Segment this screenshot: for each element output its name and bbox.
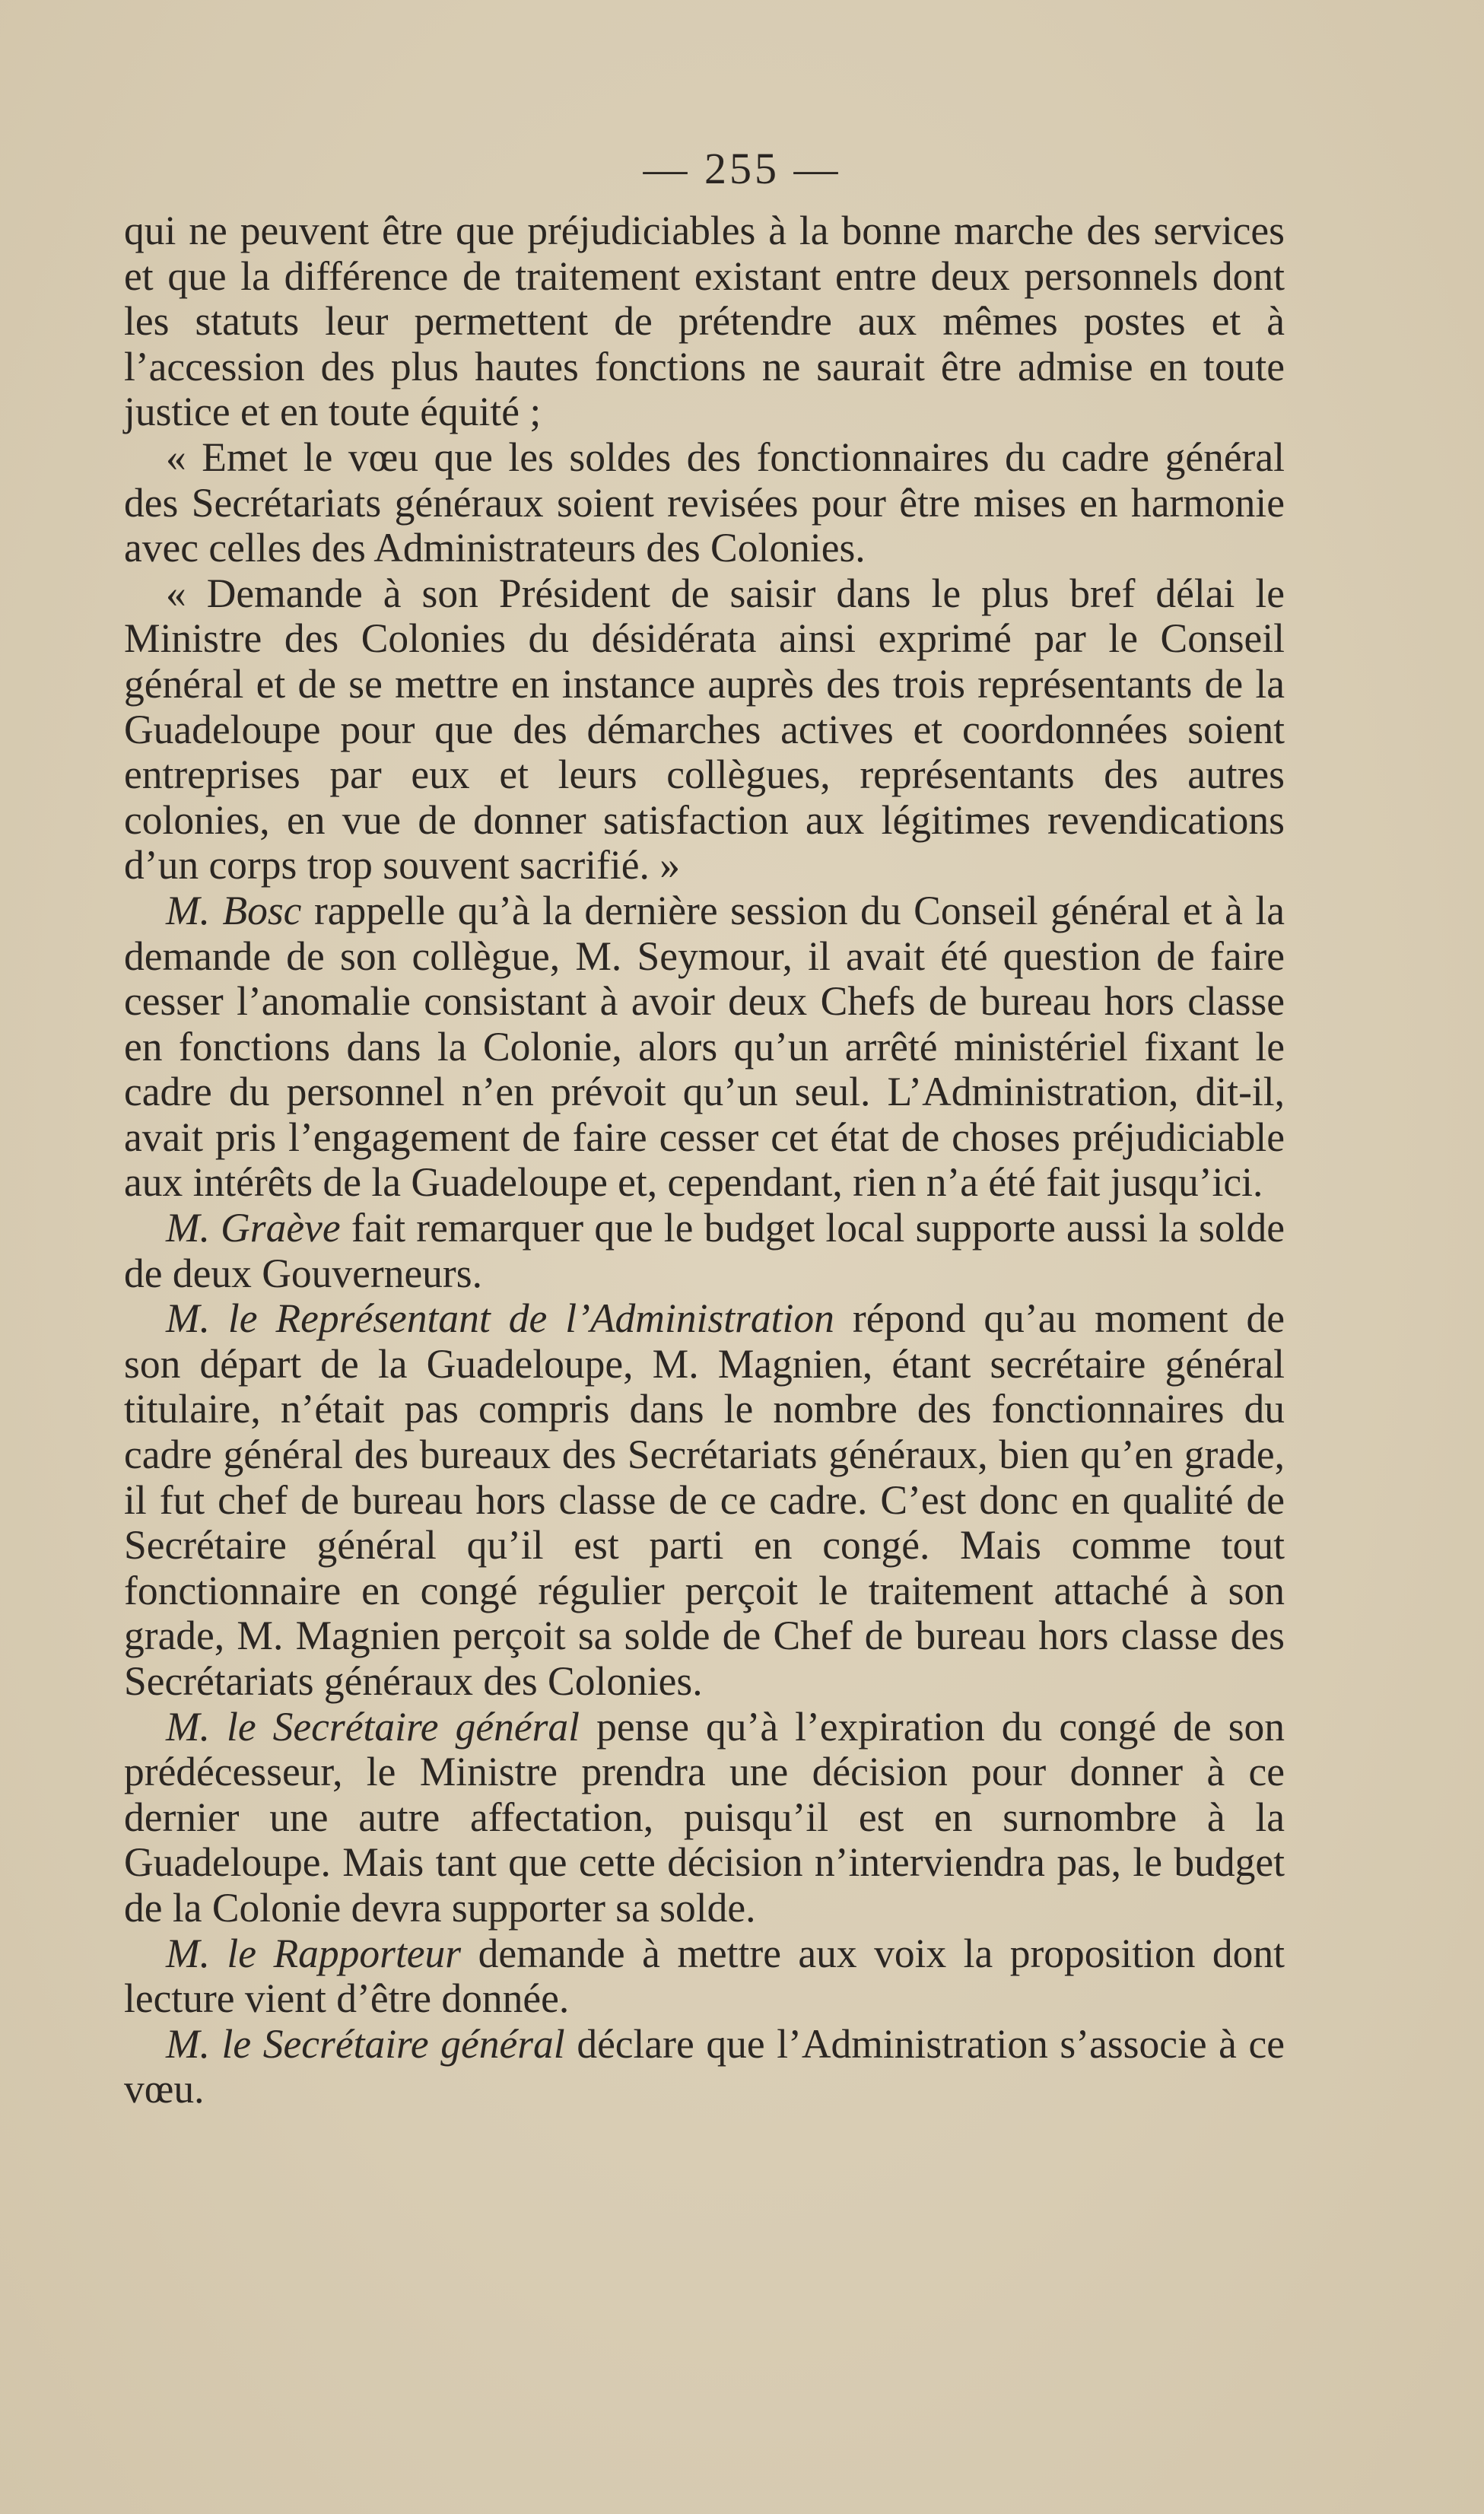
paragraph-text: « Demande à son Président de saisir dans le plus bref délai le Ministre des Colonies du désidérata ainsi exprimé par le Conseil général et de se mettre en instance auprès des trois représentants de la Guadeloupe pour que des démarches actives et coordonnées soient entreprises par eux et leurs collègues, représentants des autres colonies, en vue de donner satisfaction aux légitimes revendications d’un corps trop souvent sacrifié. » — [124, 570, 1285, 888]
paragraph-text: déclare que l’Administration s’associe à ce vœu. — [124, 2020, 1285, 2112]
paragraph-8 — [124, 1931, 1285, 2022]
paragraph-text: pense qu’à l’expiration du congé de son prédécesseur, le Ministre prendra une décision pour donner à ce dernier une autre affectation, puisqu’il est en surnombre à la Guadeloupe. Mais tant que cette décision n’interviendra pas, le budget de la Colonie devra supporter sa solde. — [124, 1703, 1285, 1931]
paragraph-3 — [124, 571, 1285, 888]
paragraph-text: rappelle qu’à la dernière session du Conseil général et à la demande de son collègue, M. Seymour, il avait été question de faire cesser l’anomalie consistant à avoir deux Chefs de bureau hors classe en fonctions dans la Colonie, alors qu’un arrêté ministériel fixant le cadre du personnel n’en prévoit qu’un seul. L’Administration, dit-il, avait pris l’engagement de faire cesser cet état de choses préjudiciable aux intérêts de la Guadeloupe et, cependant, rien n’a été fait jusqu’ici. — [124, 887, 1285, 1206]
paragraph-text: demande à mettre aux voix la proposition dont lecture vient d’être donnée. — [124, 1930, 1285, 2022]
speaker-name: M. le Secrétaire général — [166, 1703, 580, 1750]
paragraph-text: qui ne peuvent être que préjudiciables à la bonne marche des services et que la différence de traitement existant entre deux personnels dont les statuts leur permettent de prétendre aux mêmes postes et à l’accession des plus hautes fonctions ne saurait être admise en toute justice et en toute équité ; — [124, 208, 1285, 435]
speaker-name: M. Graève — [166, 1205, 341, 1251]
body-text — [124, 208, 1285, 2112]
paragraph-text: répond qu’au moment de son départ de la Guadeloupe, M. Magnien, étant secrétaire général titulaire, n’était pas compris dans le nombre des fonctionnaires du cadre général des bureaux des Secrétariats généraux, bien qu’en grade, il fut chef de bureau hors classe de ce cadre. C’est donc en qualité de Secrétaire général qu’il est parti en congé. Mais comme tout fonctionnaire en congé régulier perçoit le traitement attaché à son grade, M. Magnien perçoit sa solde de Chef de bureau hors classe des Secrétariats généraux des Colonies. — [124, 1295, 1285, 1704]
speaker-name: M. Bosc — [166, 887, 302, 933]
speaker-name: M. le Secrétaire général — [166, 2020, 565, 2067]
paragraph-text: « Emet le vœu que les soldes des fonctionnaires du cadre général des Secrétariats généraux soient revisées pour être mises en harmonie avec celles des Administrateurs des Colonies. — [124, 434, 1285, 571]
paragraph-6 — [124, 1296, 1285, 1704]
speaker-name: M. le Rapporteur — [166, 1930, 462, 1976]
paragraph-5 — [124, 1206, 1285, 1296]
paragraph-text: fait remarquer que le budget local supporte aussi la solde de deux Gouverneurs. — [124, 1205, 1285, 1296]
paragraph-7 — [124, 1705, 1285, 1931]
paragraph-4 — [124, 888, 1285, 1206]
page-number: — 255 — — [643, 144, 841, 193]
paragraph-2 — [124, 435, 1285, 571]
speaker-name: M. le Représentant de l’Administration — [166, 1295, 834, 1342]
paragraph-1 — [124, 208, 1285, 435]
paragraph-9 — [124, 2022, 1285, 2112]
